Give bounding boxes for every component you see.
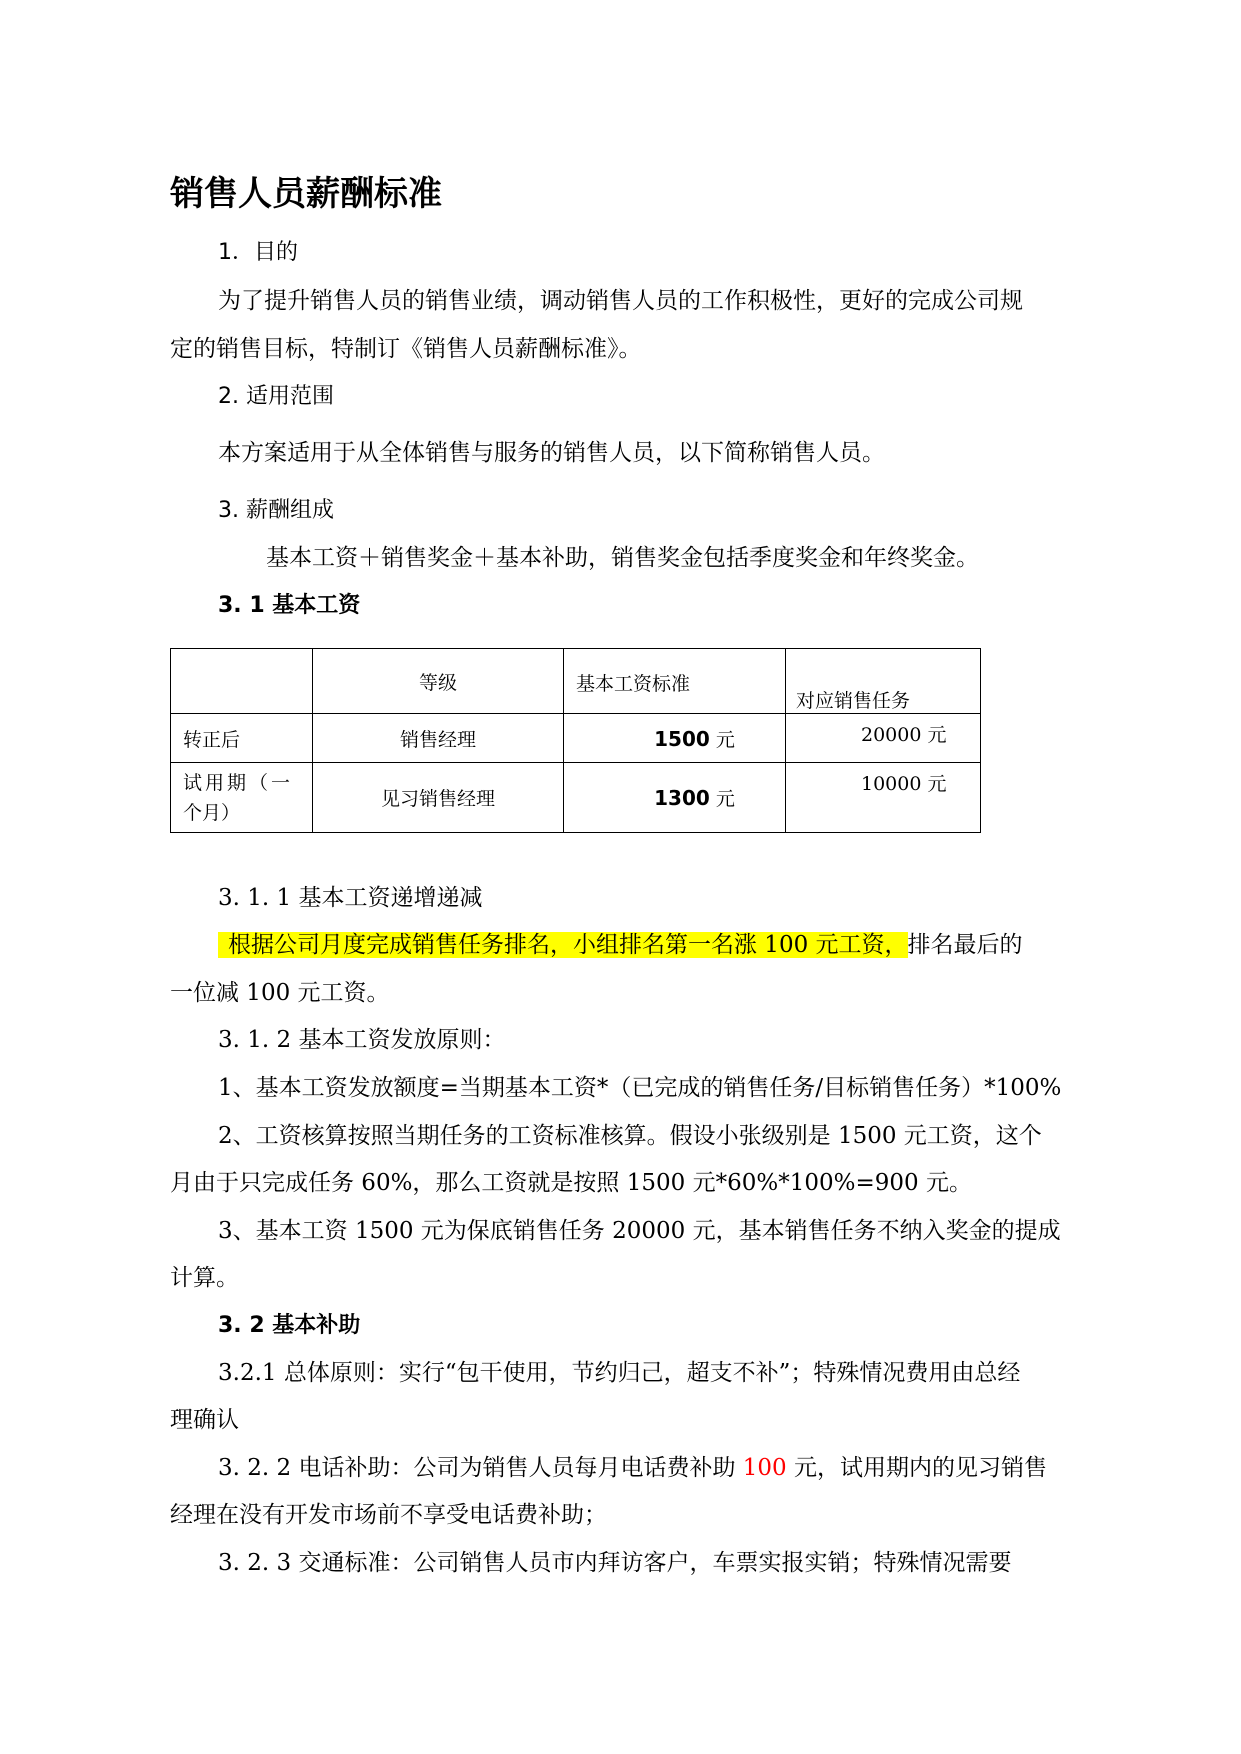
table-cell-salary-unit: 元	[709, 728, 735, 751]
table-cell-type-line-1: 试用期（一	[183, 771, 294, 794]
section-3-heading: 3. 薪酬组成	[218, 498, 334, 523]
paragraph-text: 3. 2. 2 电话补助：公司为销售人员每月电话费补助	[218, 1455, 743, 1481]
section-3-2-1-line-1: 3.2.1 总体原则：实行“包干使用，节约归己，超支不补”；特殊情况费用由总经	[218, 1360, 1021, 1386]
table-row	[171, 714, 981, 763]
page-title: 销售人员薪酬标准	[170, 174, 442, 214]
section-1-paragraph-line-1: 为了提升销售人员的销售业绩，调动销售人员的工作积极性，更好的完成公司规	[218, 288, 1023, 314]
table-cell-type	[171, 714, 313, 763]
paragraph-text: 排名最后的	[907, 932, 1023, 958]
table-row	[171, 763, 981, 833]
table-cell-type-line-2: 个月）	[183, 801, 241, 824]
section-3-1-heading: 3. 1 基本工资	[218, 593, 361, 618]
table-cell-task: 20000 元	[786, 714, 981, 763]
table-header-row	[171, 649, 981, 714]
section-3-1-2-item-3-line-2: 计算。	[170, 1265, 239, 1291]
section-3-2-2-line-1	[218, 1453, 1047, 1483]
section-1-heading: 1．目的	[218, 240, 298, 265]
table-cell-task: 10000 元	[786, 763, 981, 833]
table-cell-type	[171, 763, 313, 833]
section-3-1-1-paragraph-line-1	[218, 930, 1023, 960]
section-3-1-1-paragraph-line-2: 一位减 100 元工资。	[170, 980, 390, 1006]
table-cell-level: 见习销售经理	[313, 763, 564, 833]
section-3-2-1-line-2: 理确认	[170, 1407, 239, 1433]
table-cell-type-line-1: 转正后	[183, 728, 241, 751]
table-cell-level: 销售经理	[313, 714, 564, 763]
paragraph-text: 元，试用期内的见习销售	[786, 1455, 1047, 1481]
section-1-paragraph-line-2: 定的销售目标，特制订《销售人员薪酬标准》。	[170, 336, 642, 362]
section-3-2-heading: 3. 2 基本补助	[218, 1313, 361, 1338]
section-3-1-2-item-2-line-1: 2、工资核算按照当期任务的工资标准核算。假设小张级别是 1500 元工资，这个	[218, 1123, 1042, 1149]
table-header-cell	[171, 649, 313, 714]
section-3-2-3-line-1: 3. 2. 3 交通标准：公司销售人员市内拜访客户，车票实报实销；特殊情况需要	[218, 1550, 1012, 1576]
section-3-1-2-item-1: 1、基本工资发放额度=当期基本工资*（已完成的销售任务/目标销售任务）*100%	[218, 1075, 1062, 1101]
section-3-1-1-heading: 3. 1. 1 基本工资递增递减	[218, 885, 483, 911]
table-header-salary: 基本工资标准	[564, 649, 786, 714]
section-3-paragraph: 基本工资＋销售奖金＋基本补助，销售奖金包括季度奖金和年终奖金。	[266, 545, 979, 571]
section-3-1-2-item-3-line-1: 3、基本工资 1500 元为保底销售任务 20000 元，基本销售任务不纳入奖金的提成	[218, 1218, 1061, 1244]
section-3-1-2-heading: 3. 1. 2 基本工资发放原则：	[218, 1027, 506, 1053]
table-cell-salary-number: 1500	[654, 726, 710, 751]
table-header-level: 等级	[313, 649, 564, 714]
highlighted-text: 根据公司月度完成销售任务排名，小组排名第一名涨 100 元工资，	[218, 932, 908, 958]
salary-table	[170, 648, 981, 833]
table-cell-salary	[564, 763, 786, 833]
section-3-2-2-line-2: 经理在没有开发市场前不享受电话费补助；	[170, 1502, 607, 1528]
table-cell-salary	[564, 714, 786, 763]
table-header-task: 对应销售任务	[786, 649, 981, 714]
table-cell-salary-unit: 元	[709, 788, 735, 810]
section-2-paragraph: 本方案适用于从全体销售与服务的销售人员，以下简称销售人员。	[218, 440, 885, 466]
phone-allowance-amount: 100	[742, 1455, 787, 1481]
table-cell-salary-number: 1300	[654, 786, 710, 810]
section-3-1-2-item-2-line-2: 月由于只完成任务 60%，那么工资就是按照 1500 元*60%*100%=900 元。	[170, 1170, 972, 1196]
section-2-heading: 2. 适用范围	[218, 384, 334, 409]
